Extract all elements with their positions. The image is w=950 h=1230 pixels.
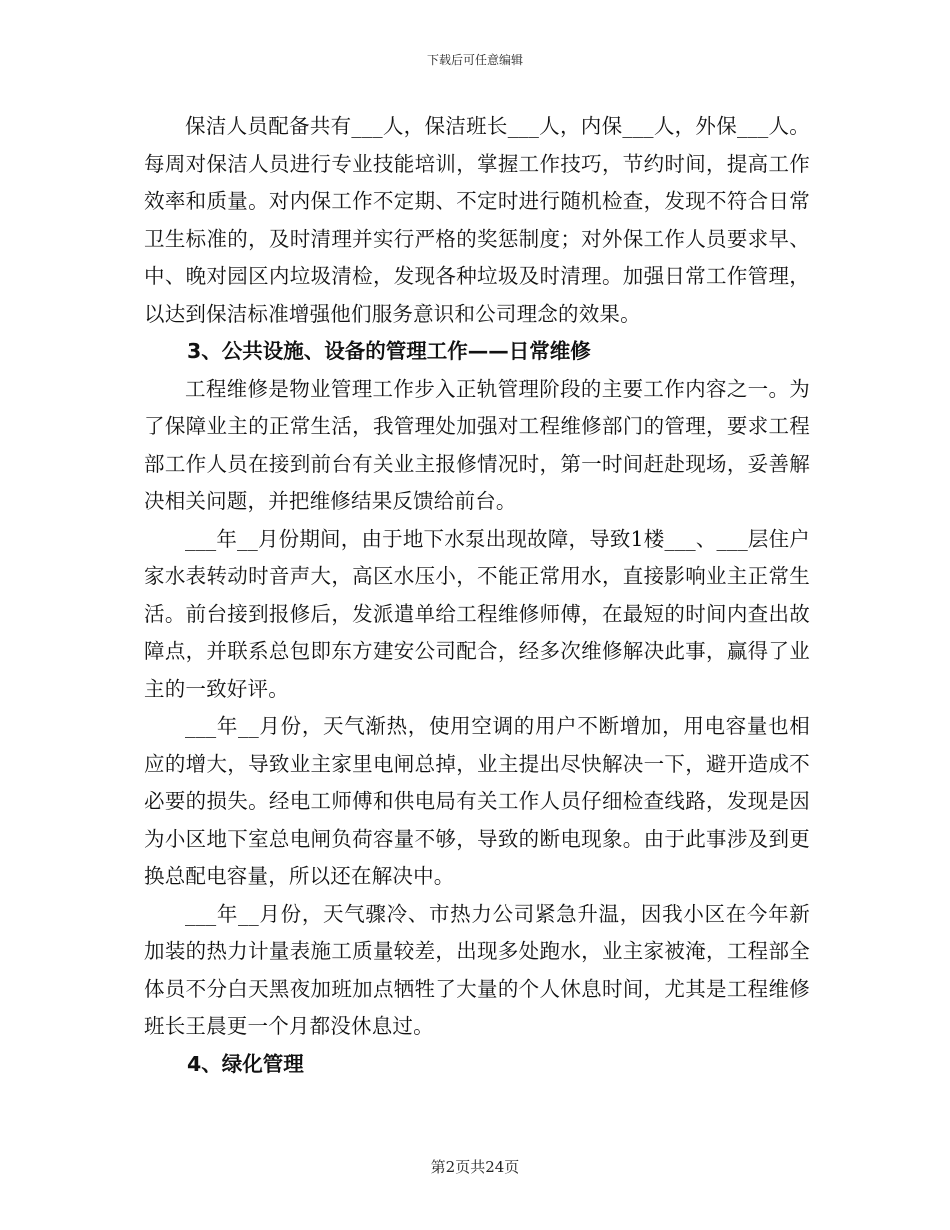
page-number-footer: 第2页共24页 [430, 1158, 520, 1176]
paragraph-cleaning-staff: 保洁人员配备共有___人，保洁班长___人，内保___人，外保___人。每周对保洁人员进行专业技能培训，掌握工作技巧，节约时间，提高工作效率和质量。对内保工作不定期、不定时进行随机检查，发现不符合日常卫生标准的，及时清理并实行严格的奖惩制度；对外保工作人员要求早、中、晚对园区内垃圾清检，发现各种垃圾及时清理。加强日常工作管理，以达到保洁标准增强他们服务意识和公司理念的效果。 [144, 114, 810, 326]
paragraph-engineering-maintenance: 工程维修是物业管理工作步入正轨管理阶段的主要工作内容之一。为了保障业主的正常生活，我管理处加强对工程维修部门的管理，要求工程部工作人员在接到前台有关业主报修情况时，第一时间赶赴现场，妥善解决相关问题，并把维修结果反馈给前台。 [144, 376, 810, 513]
page-header: 下载后可任意编辑 [426, 53, 523, 67]
paragraph-heating-incident: ___年__月份，天气骤冷、市热力公司紧急升温，因我小区在今年新加装的热力计量表施工质量较差，出现多处跑水，业主家被淹，工程部全体员不分白天黑夜加班加点牺牲了大量的个人休息时间，尤其是工程维修班长王晨更一个月都没休息过。 [144, 901, 810, 1038]
section-heading-facilities-maintenance: 3、公共设施、设备的管理工作——日常维修 [187, 339, 591, 363]
section-heading-greening: 4、绿化管理 [187, 1051, 304, 1076]
paragraph-water-pump-incident: ___年__月份期间，由于地下水泵出现故障，导致1楼___、___层住户家水表转动时音声大，高区水压小，不能正常用水，直接影响业主正常生活。前台接到报修后，发派遣单给工程维修师傅，在最短的时间内查出故障点，并联系总包即东方建安公司配合，经多次维修解决此事，赢得了业主的一致好评。 [144, 526, 810, 701]
paragraph-power-outage-incident: ___年__月份，天气渐热，使用空调的用户不断增加，用电容量也相应的增大，导致业主家里电闸总掉，业主提出尽快解决一下，避开造成不必要的损失。经电工师傅和供电局有关工作人员仔细检查线路，发现是因为小区地下室总电闸负荷容量不够，导致的断电现象。由于此事涉及到更换总配电容量，所以还在解决中。 [144, 714, 810, 888]
document-body [144, 108, 810, 1083]
